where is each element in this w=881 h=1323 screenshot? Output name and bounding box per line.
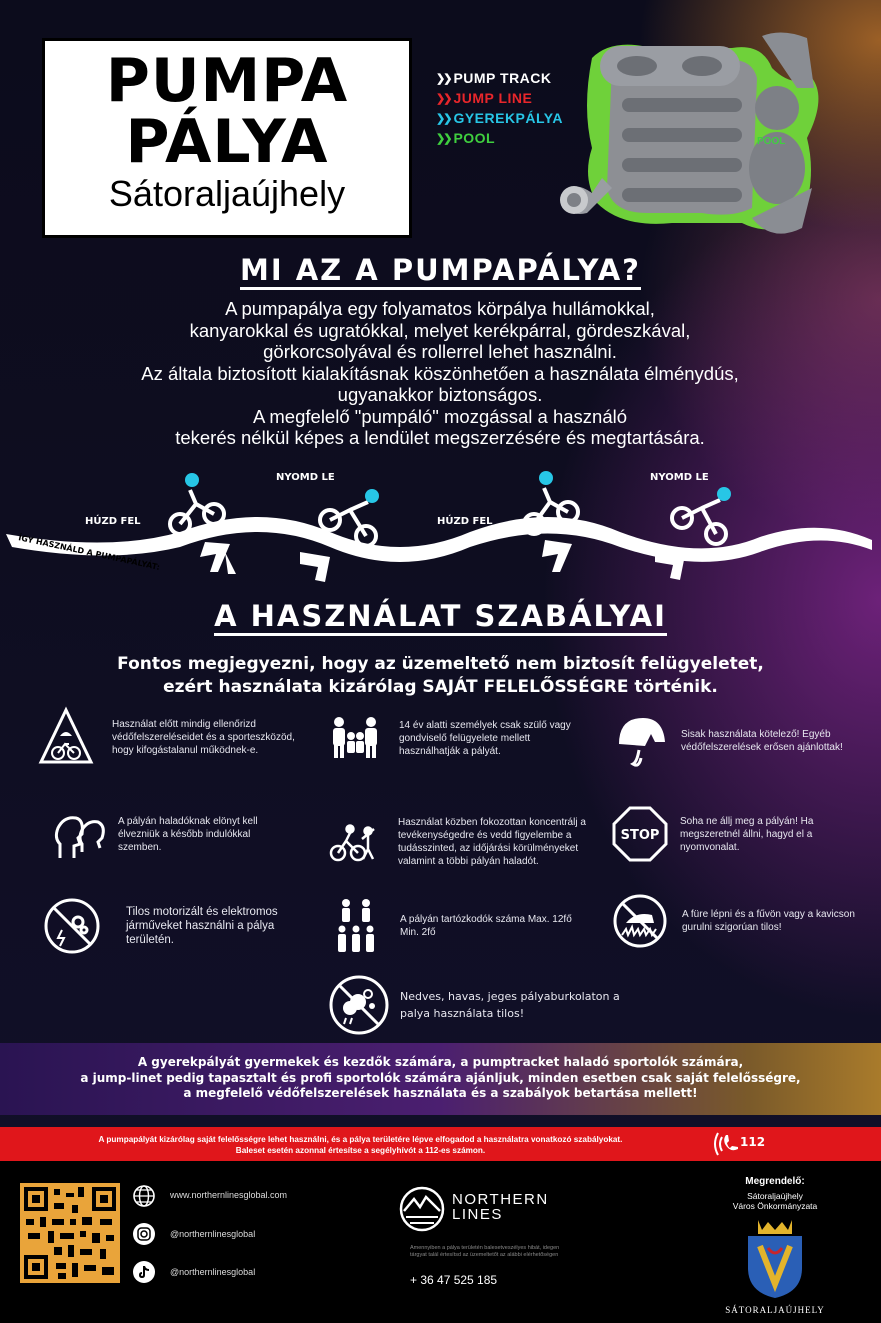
legend-item-pump-track: ❯❯ PUMP TRACK xyxy=(436,70,552,86)
crest-caption: SÁTORALJAÚJHELY xyxy=(725,1305,825,1315)
brand-name: NORTHERN LINES xyxy=(452,1191,549,1223)
pull-label-1: HÚZD FEL xyxy=(85,516,141,527)
responsibility-warning: Fontos megjegyezni, hogy az üzemeltető nem biztosít felügyeletet, ezért használata kizárólag SAJÁT FELELŐSSÉGRE történik. xyxy=(117,654,764,697)
helmet-icon xyxy=(615,712,667,770)
title-box xyxy=(42,38,412,238)
report-note: Amennyiben a pálya területén balesetveszélyes hibát, idegen tárgyat talál értesítsd az üzemeltetőt az alábbi elérhetőségen xyxy=(410,1245,560,1258)
city-crest-icon xyxy=(744,1218,806,1300)
rule-item: Használat közben fokozottan koncentrálj a tevékenységedre és vedd figyelembe a tudásszinted, az időjárási körülményeket valamint a többi pályán haladót. xyxy=(328,816,618,868)
tiktok-icon[interactable] xyxy=(132,1260,156,1284)
title-line-1: PUMPA xyxy=(105,46,349,116)
client-block: Megrendelő: Sátoraljaújhely Város Önkormányzata xyxy=(732,1176,818,1211)
pull-label-2: HÚZD FEL xyxy=(437,516,493,527)
legend-item-pool: ❯❯ POOL xyxy=(436,130,496,146)
rule-item: Nedves, havas, jeges pályaburkolaton a palya használata tilos! xyxy=(328,974,658,1036)
title-line-2: PÁLYA xyxy=(125,107,329,177)
double-chevron-icon: ❯❯ xyxy=(436,112,451,125)
section-heading-rules: A HASZNÁLAT SZABÁLYAI xyxy=(0,597,881,635)
track-map-image xyxy=(552,28,827,243)
shadow-figure-1 xyxy=(200,542,236,574)
rider-push-2-icon xyxy=(672,487,731,544)
globe-icon[interactable] xyxy=(132,1184,156,1208)
shadow-figure-2 xyxy=(300,552,330,582)
svg-text:STOP: STOP xyxy=(620,828,660,843)
rule-item: STOP Soha ne állj meg a pályán! Ha megszeretnél állni, hagyd el a nyomvonalat. xyxy=(612,806,852,862)
no-grass-icon xyxy=(612,893,668,949)
no-weather-icon xyxy=(328,974,390,1036)
pump-technique-illustration xyxy=(0,462,881,612)
rule-item: A pályán haladóknak elönyt kell élvezniük a később indulókkal szemben. xyxy=(52,808,292,860)
northern-lines-logo-icon xyxy=(398,1185,446,1233)
stop-icon xyxy=(612,806,668,862)
rule-item: A füre lépni és a fűvön vagy a kavicson gurulni szigorúan tilos! xyxy=(612,893,862,949)
shadow-figure-3 xyxy=(542,540,572,572)
bike-warning-icon xyxy=(38,706,94,768)
rule-item: Tilos motorizált és elektromos járműveket használni a pálya területén. xyxy=(42,896,312,956)
heads-icon xyxy=(52,808,106,860)
emergency-bar: A pumpapályát kizárólag saját felelősségre lehet használni, és a pálya területére lépve elfogadod a használatra vonatkozó szabályokat. Baleset esetén azonnal értesítse a segélyhívót a 112-es számon. xyxy=(0,1127,881,1161)
no-motor-icon xyxy=(42,896,102,956)
rule-item: A pályán tartózkodók száma Max. 12fő Min. 2fő xyxy=(336,898,596,954)
title-city: Sátoraljaújhely xyxy=(108,173,346,214)
instagram-handle[interactable]: @northernlinesglobal xyxy=(170,1229,256,1239)
how-to-label: ÍGY HASZNÁLD A PUMPAPÁLYÁT: xyxy=(17,533,161,572)
rider-pull-1-icon xyxy=(170,473,224,534)
double-chevron-icon: ❯❯ xyxy=(436,132,451,145)
section-heading-what-is: MI AZ A PUMPAPÁLYA? xyxy=(0,252,881,288)
map-pool-label: POOL xyxy=(757,136,786,147)
tiktok-handle[interactable]: @northernlinesglobal xyxy=(170,1267,256,1277)
family-icon xyxy=(327,714,385,762)
people-limit-icon xyxy=(336,898,376,954)
instagram-icon[interactable] xyxy=(132,1222,156,1246)
qr-code-icon[interactable] xyxy=(20,1183,120,1283)
intro-paragraph: A pumpapálya egy folyamatos körpálya hullámokkal, kanyarokkal és ugratókkal, melyet kerékpárral, gördeszkával, görkorcsolyával és rollerrel lehet használni. Az általa biztosított kialakításnak köszönhetően a használata élménydús, ugyanakkor biztonságos. A megfelelő "pumpáló" mozgással a használó tekerés nélkül képes a lendület megszerzésére és megtartására. xyxy=(141,298,739,448)
emergency-number: 112 xyxy=(740,1135,766,1149)
rule-item: Sisak használata kötelező! Egyéb védőfelszerelések erősen ajánlottak! xyxy=(615,712,855,770)
cyclist-juggler-icon xyxy=(328,821,380,863)
phone-number[interactable]: + 36 47 525 185 xyxy=(410,1273,498,1287)
push-label-1: NYOMD LE xyxy=(276,472,335,483)
double-chevron-icon: ❯❯ xyxy=(436,72,451,85)
website-link[interactable]: www.northernlinesglobal.com xyxy=(170,1190,288,1200)
push-label-2: NYOMD LE xyxy=(650,472,709,483)
double-chevron-icon: ❯❯ xyxy=(436,92,451,105)
rule-item: Használat előtt mindig ellenőrizd védőfelszereléseidet és a sporteszközöd, hogy kifogástalanul működnek-e. xyxy=(38,706,318,768)
recommendation-banner: A gyerekpályát gyermekek és kezdők számára, a pumptracket haladó sportolók számára, a jump-linet pedig tapasztalt és profi sportolók számára ajánljuk, minden esetben csak saját felelősségre, a megfelelő védőfelszerelések használata és a szabályok betartása mellett! xyxy=(0,1043,881,1115)
legend-item-jump-line: ❯❯ JUMP LINE xyxy=(436,90,533,106)
rule-item: 14 év alatti személyek csak szülő vagy gondviselő felügyelete mellett használhatják a pályát. xyxy=(327,714,597,762)
shadow-figure-4 xyxy=(655,550,685,580)
track-legend xyxy=(436,68,563,148)
legend-item-gyerekpalya: ❯❯ GYEREKPÁLYA xyxy=(436,110,563,126)
